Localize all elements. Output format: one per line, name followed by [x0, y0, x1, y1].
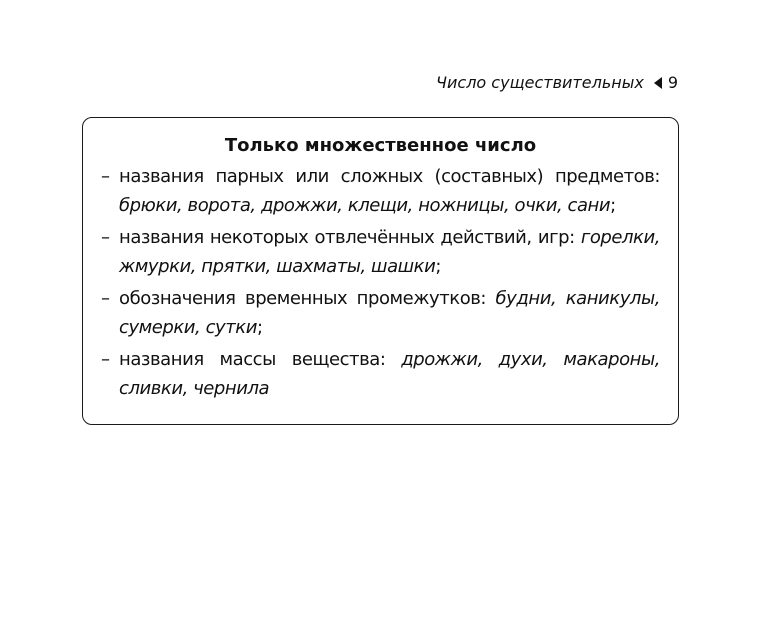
- rule-box-title: Только множественное число: [224, 135, 537, 156]
- rule-item-paired-objects: [101, 162, 660, 220]
- rule-end: ;: [435, 256, 441, 277]
- dash-marker: –: [101, 227, 110, 248]
- chapter-title: Число существительных: [436, 73, 644, 92]
- rule-examples: будни, каникулы, сумерки, сутки: [119, 288, 660, 338]
- rule-list: [101, 162, 660, 403]
- rule-end: ;: [610, 195, 616, 216]
- dash-marker: –: [101, 288, 110, 309]
- rule-examples: горелки, жмурки, прятки, шахматы, шашки: [119, 227, 660, 277]
- rule-examples: брюки, ворота, дрожжи, клещи, ножницы, очки, сани: [119, 195, 611, 216]
- running-header: [436, 73, 678, 93]
- dash-marker: –: [101, 166, 110, 187]
- page-number: 9: [667, 73, 678, 92]
- rule-item-substances: [101, 345, 660, 403]
- rule-end: ;: [256, 317, 263, 338]
- rule-text: обозначения временных промежутков:: [119, 288, 496, 309]
- rule-text: названия некоторых отвлечённых действий, игр:: [119, 227, 581, 248]
- rule-examples: дрожжи, духи, макароны, сливки, чернила: [119, 349, 660, 399]
- rule-item-time-periods: [101, 284, 660, 342]
- rule-box: [82, 117, 679, 425]
- rule-text: названия парных или сложных (составных) предметов:: [119, 166, 660, 187]
- dash-marker: –: [101, 349, 110, 370]
- triangle-left-icon: [654, 77, 662, 89]
- rule-text: названия массы вещества:: [119, 349, 402, 370]
- rule-item-abstract-actions: [101, 223, 660, 281]
